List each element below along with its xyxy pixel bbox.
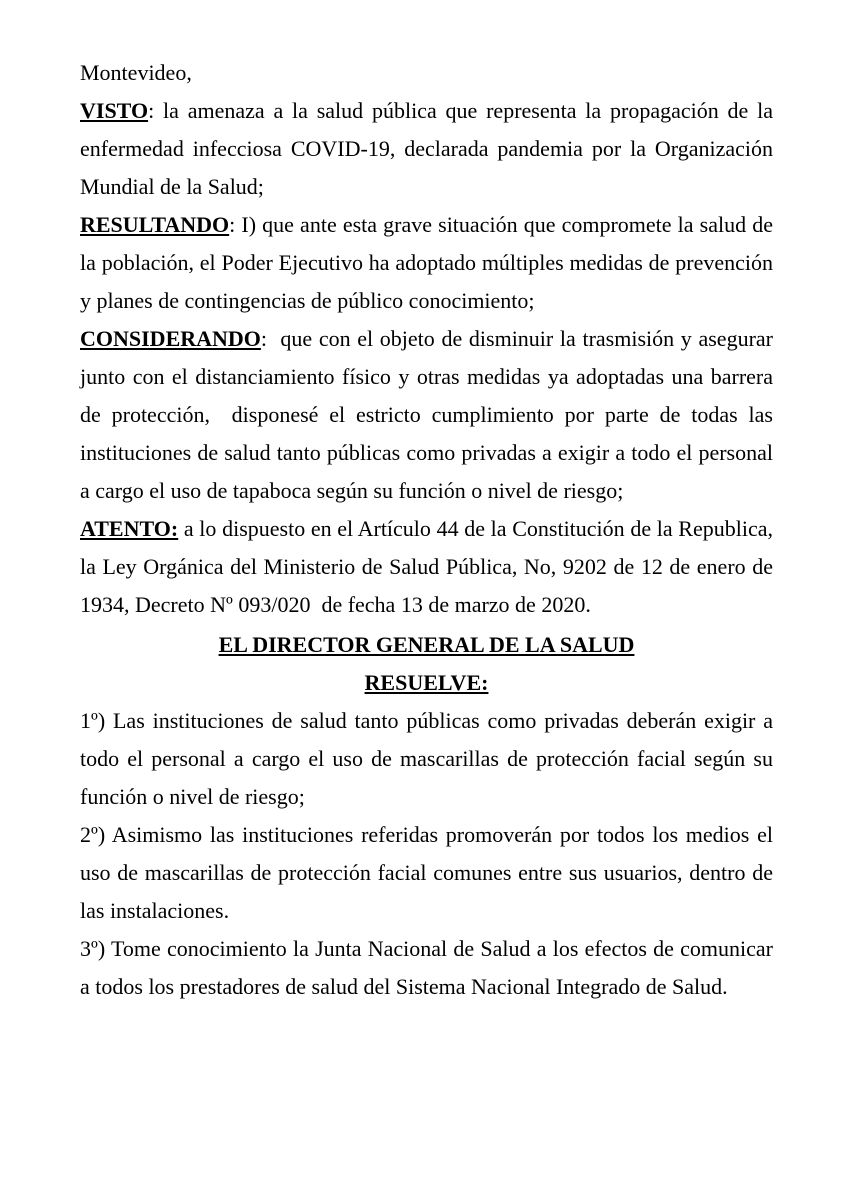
resolution-item-1: 1º) Las instituciones de salud tanto públicas como privadas deberán exigir a todo el personal a cargo el uso de mascarillas de protección facial según su función o nivel de riesgo; (80, 708, 773, 809)
resolves-heading: RESUELVE: (364, 670, 489, 695)
atento-label: ATENTO: (80, 516, 179, 541)
authority-heading: EL DIRECTOR GENERAL DE LA SALUD (218, 632, 635, 657)
visto-paragraph (80, 92, 773, 206)
visto-label: VISTO (80, 98, 149, 123)
resolution-item-3: 3º) Tome conocimiento la Junta Nacional de Salud a los efectos de comunicar a todos los prestadores de salud del Sistema Nacional Integrado de Salud. (80, 936, 773, 999)
resultando-paragraph (80, 206, 773, 320)
atento-paragraph (80, 510, 779, 624)
resultando-text: : I) que ante esta grave situación que compromete la salud de la población, el Poder Ejecutivo ha adoptado múltiples medidas de prevención y planes de contingencias de público conocimiento; (80, 212, 773, 313)
document-body (80, 54, 779, 1006)
atento-text: a lo dispuesto en el Artículo 44 de la Constitución de la Republica, la Ley Orgánica del Ministerio de Salud Pública, No, 9202 de 12 de enero de 1934, Decreto Nº 093/020 de fecha 13 de marzo de 2020. (80, 516, 779, 617)
visto-text: : la amenaza a la salud pública que representa la propagación de la enfermedad infecciosa COVID-19, declarada pandemia por la Organización Mundial de la Salud; (80, 98, 773, 199)
place-line: Montevideo, (80, 60, 192, 85)
considerando-label: CONSIDERANDO (80, 326, 261, 351)
resolution-item-2: 2º) Asimismo las instituciones referidas promoverán por todos los medios el uso de mascarillas de protección facial comunes entre sus usuarios, dentro de las instalaciones. (80, 822, 773, 923)
considerando-paragraph (80, 320, 779, 510)
resultando-label: RESULTANDO (80, 212, 230, 237)
considerando-text: : que con el objeto de disminuir la trasmisión y asegurar junto con el distanciamiento físico y otras medidas ya adoptadas una barrera de protección, disponesé el estricto cumplimiento por parte de todas las instituciones de salud tanto públicas como privadas a exigir a todo el personal a cargo el uso de tapaboca según su función o nivel de riesgo; (80, 326, 779, 503)
